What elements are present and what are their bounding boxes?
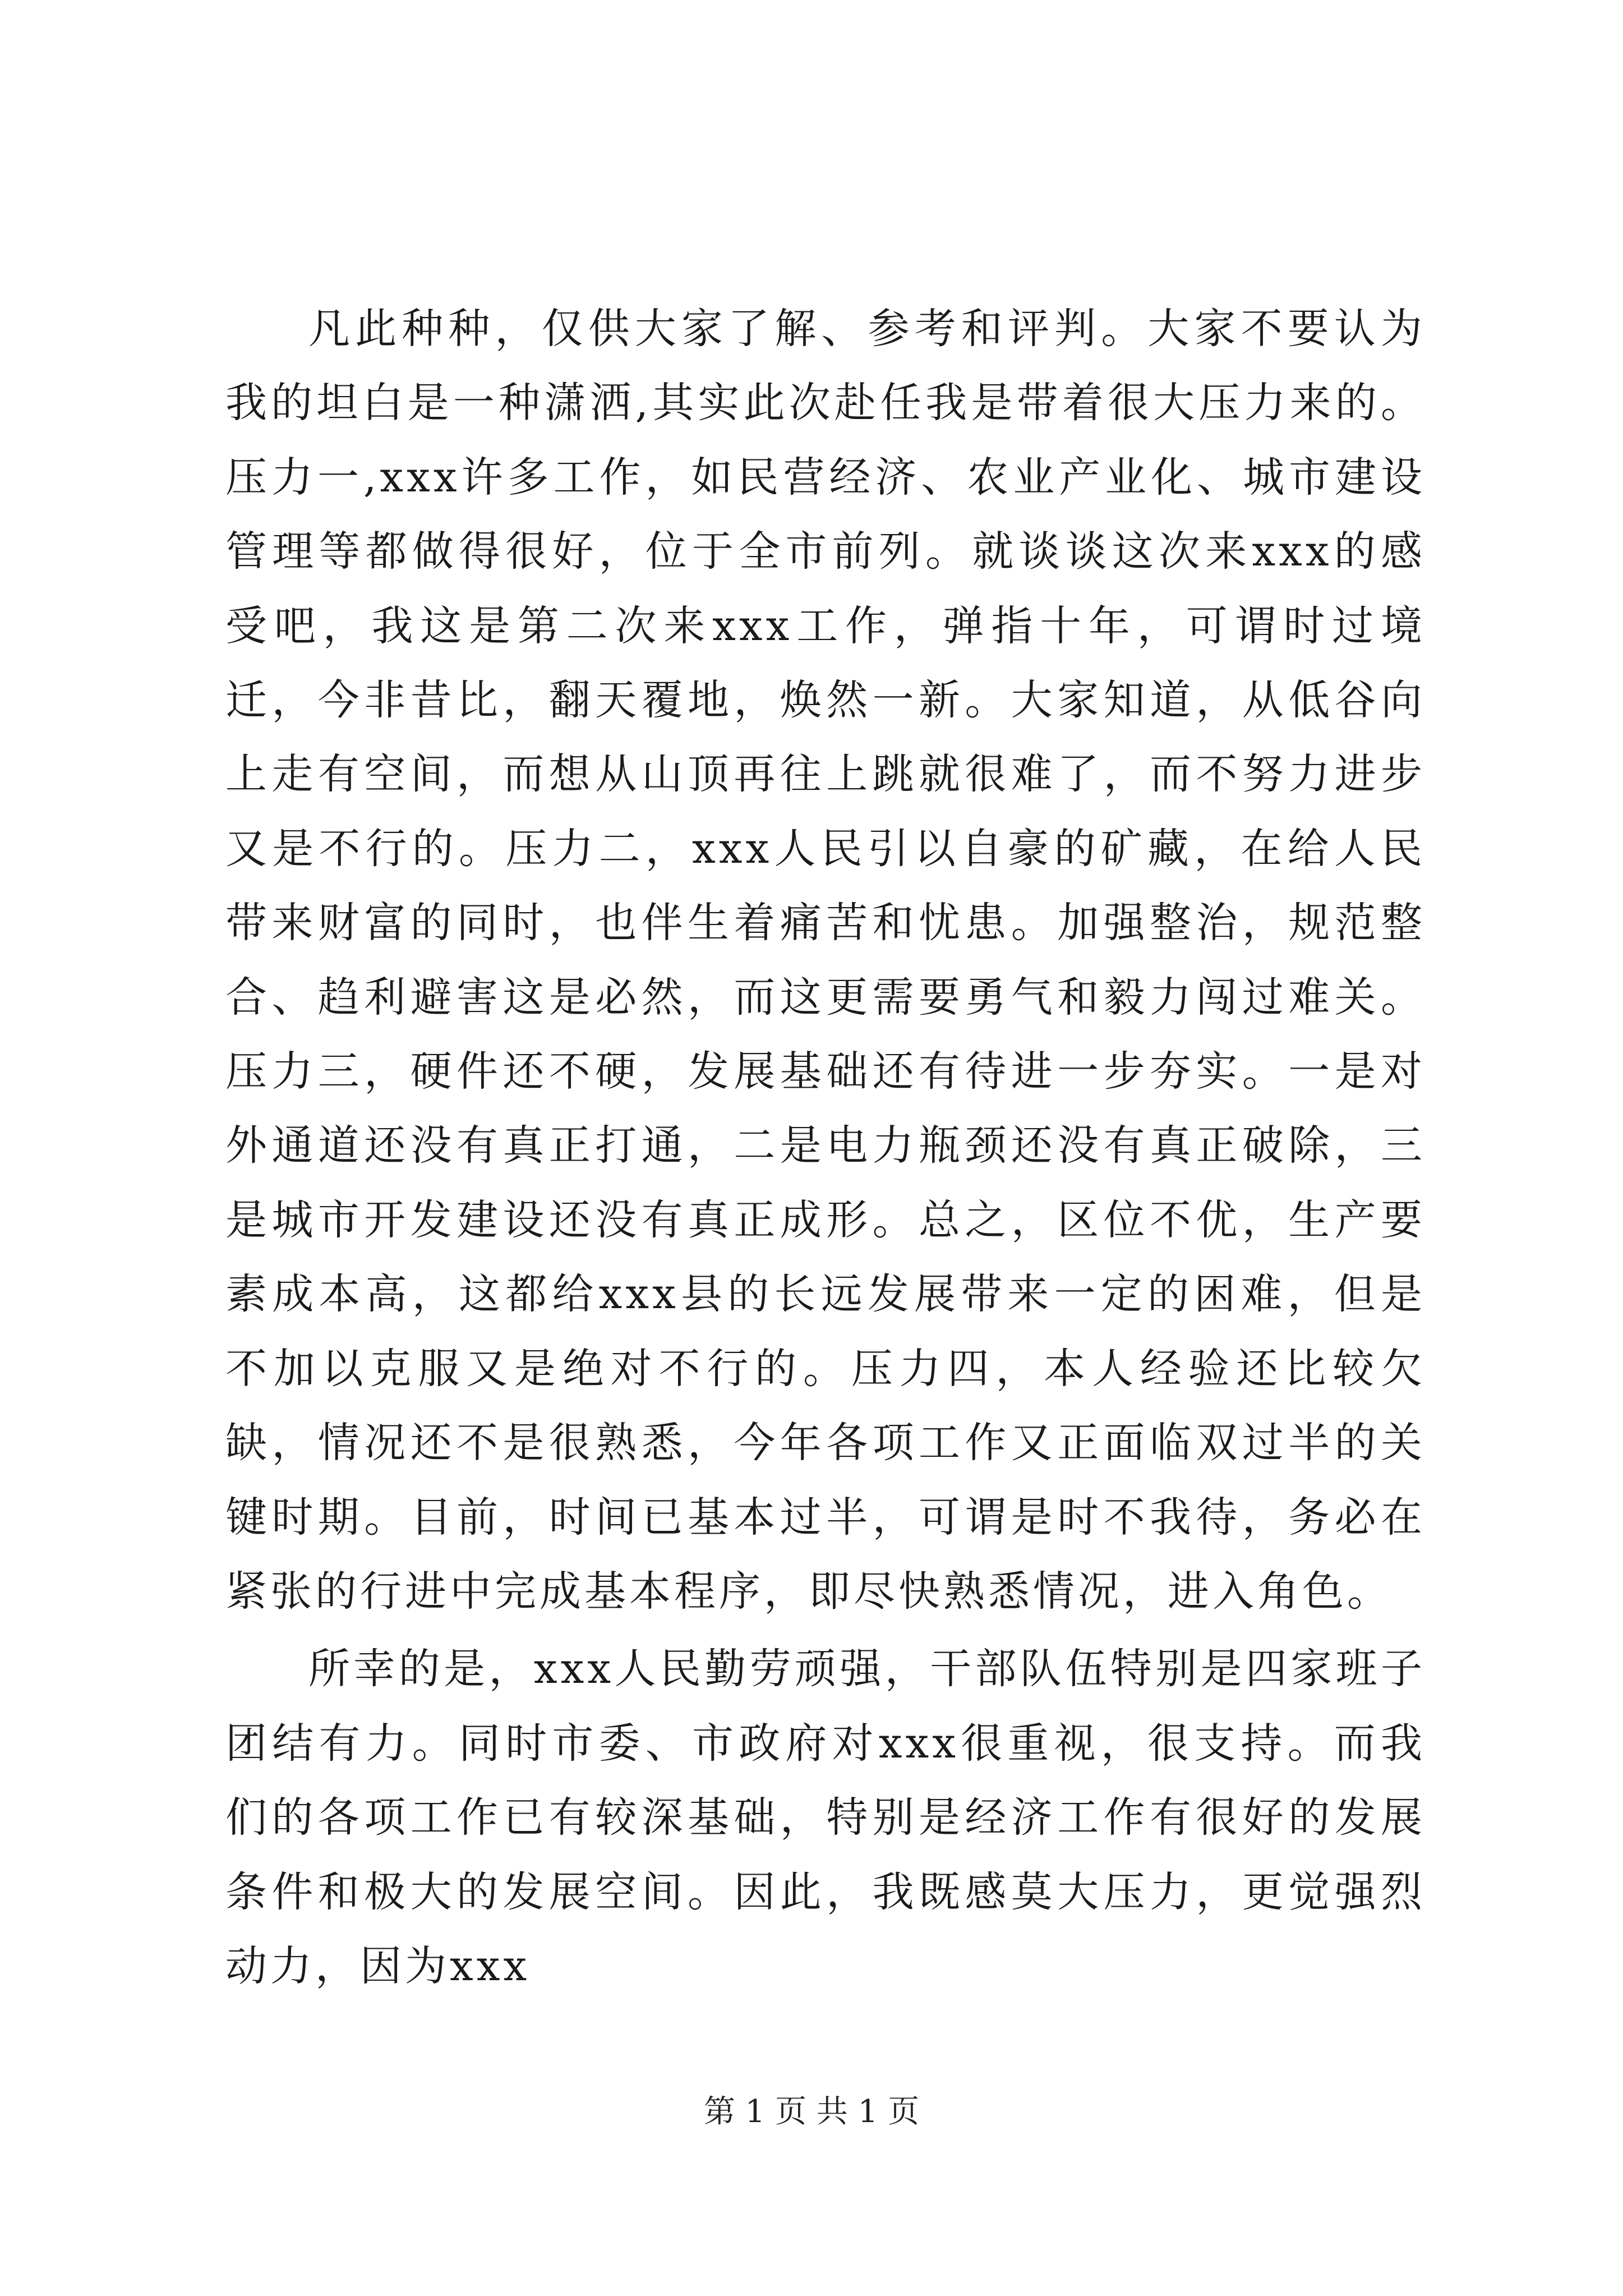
paragraph-1: 凡此种种，仅供大家了解、参考和评判。大家不要认为我的坦白是一种潇洒,其实此次赴任我是带着很大压力来的。压力一,xxx许多工作，如民营经济、农业产业化、城市建设管理等都做得很好，位于全市前列。就谈谈这次来xxx的感受吧，我这是第二次来xxx工作，弹指十年，可谓时过境迁，今非昔比，翻天覆地，焕然一新。大家知道，从低谷向上走有空间，而想从山顶再往上跳就很难了，而不努力进步又是不行的。压力二，xxx人民引以自豪的矿藏，在给人民带来财富的同时，也伴生着痛苦和忧患。加强整治，规范整合、趋利避害这是必然，而这更需要勇气和毅力闯过难关。压力三，硬件还不硬，发展基础还有待进一步夯实。一是对外通道还没有真正打通，二是电力瓶颈还没有真正破除，三是城市开发建设还没有真正成形。总之，区位不优，生产要素成本高，这都给xxx县的长远发展带来一定的困难，但是不加以克服又是绝对不行的。压力四，本人经验还比较欠缺，情况还不是很熟悉，今年各项工作又正面临双过半的关键时期。目前，时间已基本过半，可谓是时不我待，务必在紧张的行进中完成基本程序，即尽快熟悉情况，进入角色。: [225, 305, 1426, 1616]
document-body: [225, 292, 1426, 2007]
page-footer: 第 1 页 共 1 页: [703, 2093, 920, 2130]
paragraph-2: 所幸的是，xxx人民勤劳顽强，干部队伍特别是四家班子团结有力。同时市委、市政府对xxx很重视，很支持。而我们的各项工作已有较深基础，特别是经济工作有很好的发展条件和极大的发展空间。因此，我既感莫大压力，更觉强烈动力，因为xxx: [225, 1645, 1426, 1990]
